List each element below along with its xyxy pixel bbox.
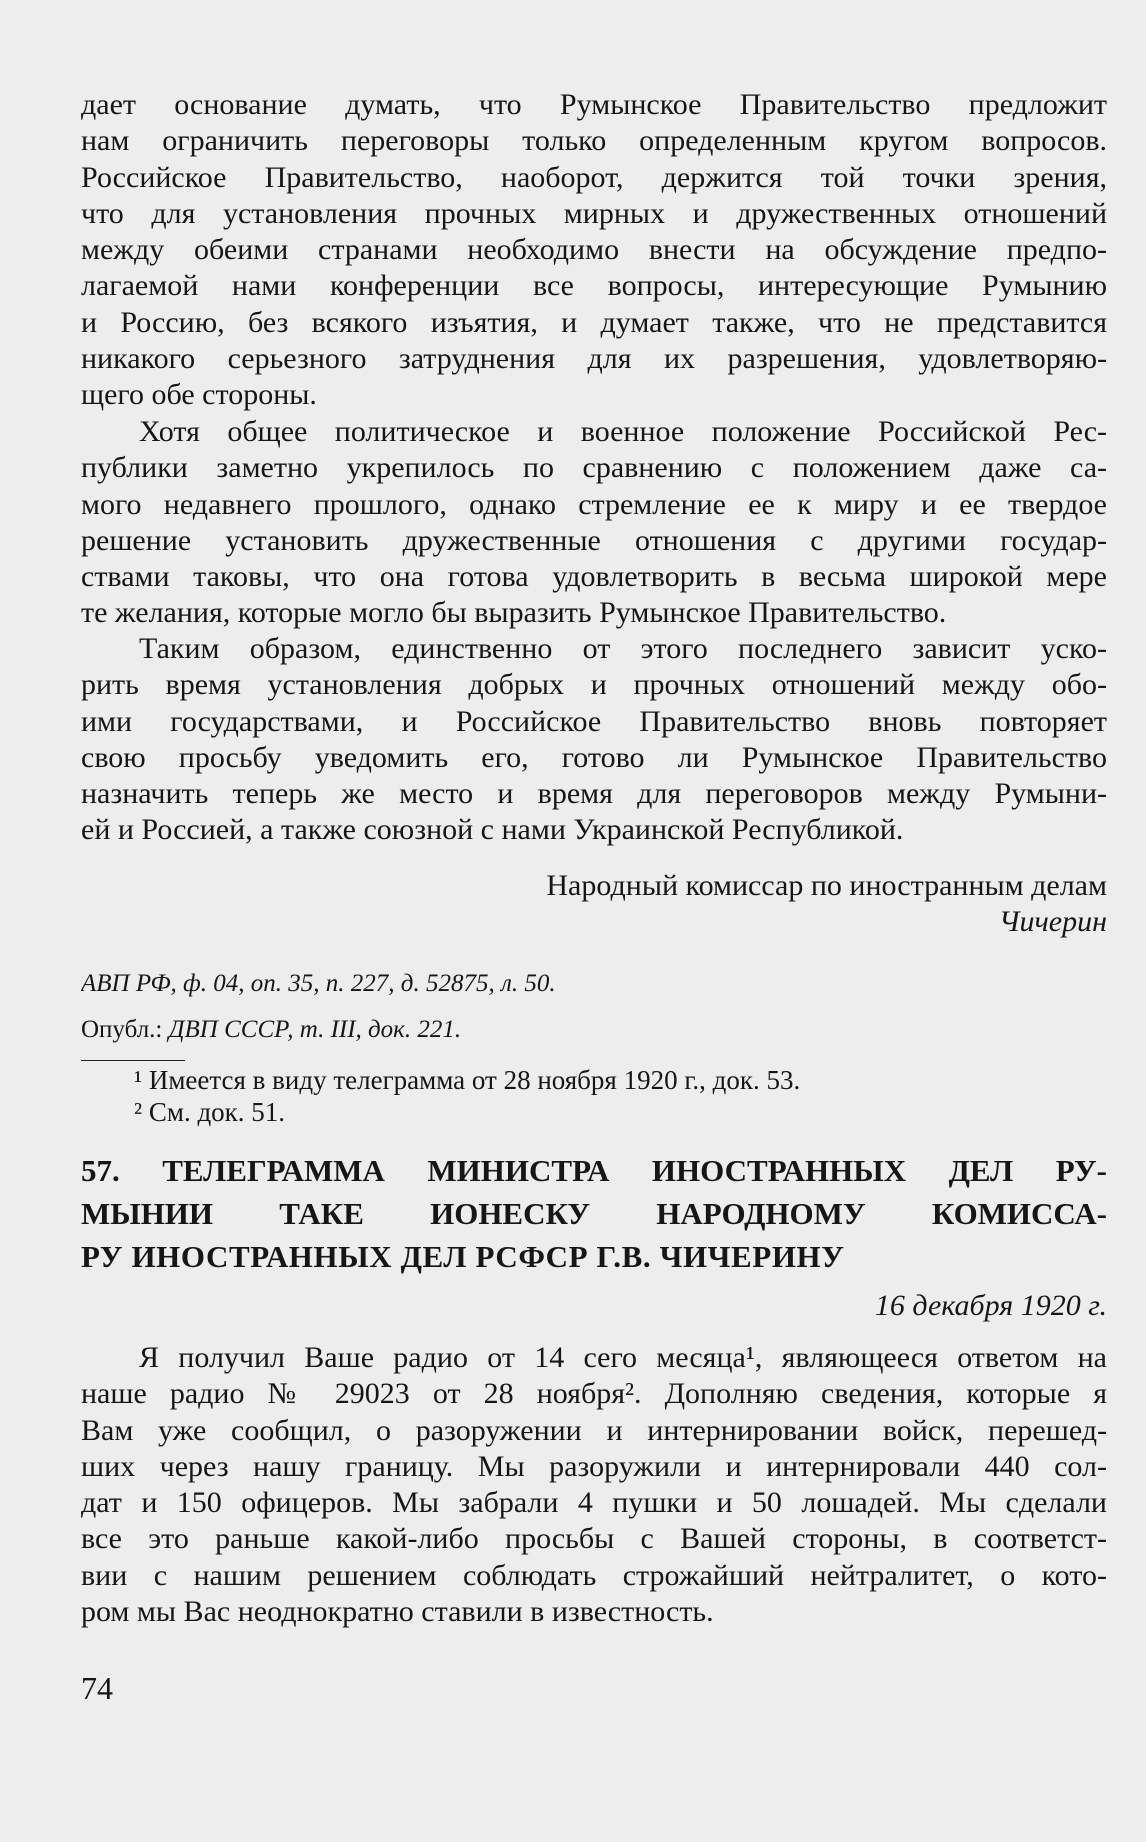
page-number: 74: [81, 1670, 113, 1706]
footnotes: [81, 1064, 1107, 1128]
text-line: Хотя общее политическое и военное положение Российской Рес-: [139, 415, 1107, 448]
text-line: нам ограничить переговоры только определенным кругом вопросов.: [81, 124, 1107, 158]
text-line: дает основание думать, что Румынское Правительство предложит: [81, 88, 1107, 121]
heading-line: 57. ТЕЛЕГРАММА МИНИСТРА ИНОСТРАННЫХ ДЕЛ РУ-: [81, 1153, 1107, 1188]
text-line: назначить теперь же место и время для переговоров между Румыни-: [81, 777, 1107, 811]
telegram-text: [81, 1340, 1107, 1630]
text-line: ей и Россией, а также союзной с нами Украинской Республикой.: [81, 813, 904, 847]
heading-line: МЫНИИ ТАКЕ ИОНЕСКУ НАРОДНОМУ КОМИССА-: [81, 1196, 1107, 1231]
text-line: Российское Правительство, наоборот, держится той точки зрения,: [81, 160, 1107, 194]
text-line: вии с нашим решением соблюдать строжайший нейтралитет, о кото-: [81, 1558, 1107, 1592]
text-line: публики заметно укрепилось по сравнению с положением даже са-: [81, 451, 1107, 485]
text-line: решение установить дружественные отношения с другими государ-: [81, 523, 1107, 557]
footnote-1: ¹ Имеется в виду телеграмма от 28 ноября 1920 г., док. 53.: [134, 1065, 801, 1095]
document-heading: [81, 1149, 1107, 1278]
paragraph-3: [81, 631, 1107, 849]
publication-reference: ДВП СССР, т. III, док. 221.: [168, 1016, 462, 1043]
text-line: никакого серьезного затруднения для их разрешения, удовлетворяю-: [81, 342, 1107, 376]
text-line: ром мы Вас неоднократно ставили в известность.: [81, 1595, 714, 1629]
text-line: между обеими странами необходимо внести на обсуждение предпо-: [81, 233, 1107, 267]
footnote-divider: [81, 1060, 185, 1061]
document-date: 16 декабря 1920 г.: [874, 1289, 1107, 1322]
signature-title: Народный комиссар по иностранным делам: [546, 869, 1107, 902]
signature: [81, 868, 1107, 941]
archive-source: [81, 968, 1107, 1000]
text-line: ствами таковы, что она готова удовлетворить в весьма широкой мере: [81, 560, 1107, 594]
paragraph-2: [81, 414, 1107, 632]
archive-reference: АВП РФ, ф. 04, оп. 35, п. 227, д. 52875, л. 50.: [81, 970, 556, 997]
text-line: ими государствами, и Российское Правительство вновь повторяет: [81, 704, 1107, 738]
text-line: мого недавнего прошлого, однако стремление ее к миру и ее твердое: [81, 487, 1107, 521]
text-line: дат и 150 офицеров. Мы забрали 4 пушки и 50 лошадей. Мы сделали: [81, 1486, 1107, 1520]
text-line: Вам уже сообщил, о разоружении и интернировании войск, перешед-: [81, 1413, 1107, 1447]
text-line: и Россию, без всякого изъятия, и думает также, что не представится: [81, 305, 1107, 339]
text-line: наше радио № 29023 от 28 ноября². Дополняю сведения, которые я: [81, 1377, 1107, 1411]
publication-label: Опубл.:: [81, 1016, 169, 1043]
footnote-2: ² См. док. 51.: [134, 1097, 286, 1127]
text-line: щего обе стороны.: [81, 378, 317, 412]
publication-line: [81, 1014, 1107, 1046]
signature-name: Чичерин: [998, 905, 1107, 939]
text-line: рить время установления добрых и прочных отношений между обо-: [81, 668, 1107, 702]
publication-note: [81, 1014, 1107, 1046]
text-line: Таким образом, единственно от этого последнего зависит уско-: [139, 632, 1107, 665]
heading-line: РУ ИНОСТРАННЫХ ДЕЛ РСФСР Г.В. ЧИЧЕРИНУ: [81, 1239, 845, 1274]
text-line: все это раньше какой-либо просьбы с Вашей стороны, в соответст-: [81, 1522, 1107, 1556]
text-line: ших через нашу границу. Мы разоружили и интернировали 440 сол-: [81, 1449, 1107, 1483]
paragraph-1: [81, 87, 1107, 414]
text-line: те желания, которые могло бы выразить Румынское Правительство.: [81, 596, 947, 630]
text-line: свою просьбу уведомить его, готово ли Румынское Правительство: [81, 740, 1107, 774]
text-line: Я получил Ваше радио от 14 сего месяца¹, являющееся ответом на: [139, 1341, 1107, 1374]
text-line: лагаемой нами конференции все вопросы, интересующие Румынию: [81, 269, 1107, 303]
text-line: что для установления прочных мирных и дружественных отношений: [81, 196, 1107, 230]
